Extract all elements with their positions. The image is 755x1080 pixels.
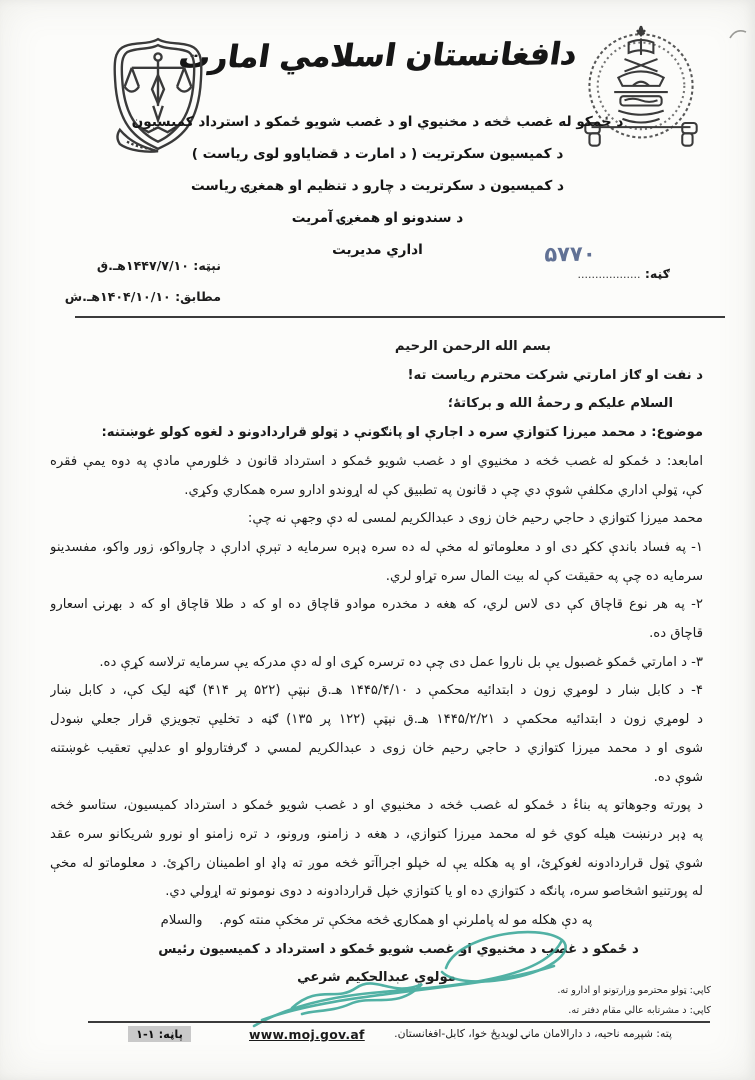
calligraphy-title-text: دافغانستان اسلامي امارت <box>175 36 580 76</box>
body-line: امابعد: د ځمکو له غصب څخه د مخنیوي او د غصب شویو ځمکو د استرداد قانون د څلورمې مادې په دوه یمې فقره <box>50 453 703 469</box>
number-label-row <box>470 266 670 281</box>
website-link[interactable]: www.moj.gov.af <box>249 1027 365 1042</box>
body-line: شوی او د محمد میرزا کتوازي د حاجي رحیم خان زوی د عبدالکریم لمسي د ګرفتارولو او عدلیې تعقیب غوښتنه <box>50 740 703 756</box>
body-line: شوي ټول قراردادونه لغوکړئ، او په هکله یې له خپلو اجراآتو څخه موږ ته ډاډ او اطمینان راکړئ. د معلوماتو له مخې <box>50 855 703 871</box>
date-block <box>46 250 221 312</box>
body-line-point-1: ۱- په فساد باندې ککړ دی او د معلوماتو له مخې له ده سره ډېره سرمایه د تېرې ادارې د چارواکو، زور واکو، مفسدینو <box>50 539 703 555</box>
body-line-point-2: ۲- په هر نوع قاچاق کې دی لاس لري، که هغه د مخدره موادو قاچاق ده او که د طلا قاچاق او که د بهرنۍ اسعارو <box>50 597 703 613</box>
body-line-point-4: ۴- د کابل ښار د لومړي زون د ابتدائیه محکمې د ۱۴۴۵/۴/۱۰ هـ.ق نېټې (۵۲۲ پر ۴۱۴) ګڼه لیک کې، د کابل ښار <box>50 683 703 699</box>
body-line: محمد میرزا کتوازي د حاجي رحیم خان زوی د عبدالکریم لمسی له دې وجهې نه چې: <box>247 511 703 527</box>
body-line: له پورتنیو اشخاصو سره، پانګه د کتوازي ده او یا کتوازي خپل قراردادونه د دوی نومونو ته اړولي دي. <box>165 884 703 900</box>
handwritten-letter-number: ۵۷۷۰ <box>544 241 596 267</box>
body-line: قاچاق ده. <box>649 626 703 642</box>
org-line-directorate: د کمیسیون د سکرتریت د چارو د تنظیم او همغږۍ ریاست <box>191 178 564 194</box>
page-number-badge: پاڼه: ۱-۱ <box>128 1026 191 1042</box>
footer-divider-line <box>88 1021 710 1023</box>
copy-line-ministries: کاپي: ټولو محترمو وزارتونو او ادارو ته. <box>557 985 711 996</box>
hijri-qamari-date: نېټه: ۱۴۴۷/۷/۱۰هـ.ق <box>96 258 221 273</box>
letter-number-block <box>470 242 670 281</box>
copy-distribution-lines <box>300 981 711 1021</box>
salutation-line: السلام علیکم و رحمةُ الله و برکاتهٔ؛ <box>447 396 673 412</box>
number-dotted-line: .................. <box>577 268 641 281</box>
body-line-request: د پورته وجوهاتو په بناءٔ د ځمکو له غصب څخه د مخنیوي او د غصب شویو ځمکو د استرداد کمیسیون، ستاسو څخه <box>50 798 703 814</box>
hijri-shamsi-date: مطابق: ۱۴۰۴/۱۰/۱۰هـ.ش <box>64 289 221 304</box>
org-line-commission: د ځمکو له غصب څخه د مخنیوي او د غصب شویو ځمکو د استرداد کمیسیون <box>131 114 624 130</box>
signatory-name: مولوي عبدالحکیم شرعي <box>297 970 456 986</box>
body-line: په ډېر درنښت هیله کوي څو له محمد میرزا کتوازي، د هغه د زامنو، ورونو، د تره زامنو او نورو شریکانو سره عقد <box>50 826 703 842</box>
letter-body <box>50 333 703 993</box>
signatory-title: د ځمکو د غصب د مخنیوي او غصب شویو ځمکو د استرداد د کمیسیون رئیس <box>158 941 639 957</box>
subject-line: موضوع: د محمد میرزا کتوازي سره د اجارې او پانګونې د ټولو قراردادونو د لغوه کولو غوښتنه: <box>101 425 703 441</box>
body-line: کې، ټولې اداري مکلفې شوې دي چې د قانون په تطبیق کې له اړوندو ادارو سره همکاري وکړي. <box>184 482 703 498</box>
org-line-admin: اداري مدیریت <box>332 242 423 258</box>
corner-pen-mark <box>728 26 748 42</box>
body-line: شوې ده. <box>653 769 703 785</box>
org-line-amiriat: د سندونو او همغږۍ آمریت <box>291 210 464 226</box>
office-address: پته: شپږمه ناحیه، د دارالامان مانۍ لویدیځ خوا، کابل-افغانستان. <box>394 1027 672 1040</box>
body-line: سرمایه ده چې په حقیقت کې له بیت المال سره تړاو لري. <box>385 568 703 584</box>
copy-line-leadership-office: کاپي: د مشرتابه عالي مقام دفتر ته. <box>568 1005 711 1016</box>
body-line-point-3: ۳- د امارتي ځمکو غصبول یې بل ناروا عمل دی چې ده ترسره کړی او له دې مدرکه یې سرمایه ترلاسه کړې ده. <box>99 654 703 670</box>
header-divider-line <box>75 316 725 318</box>
addressee-line: د نفت او ګاز امارتي شرکت محترم ریاست ته! <box>407 367 703 383</box>
org-line-secretariat: د کمیسیون سکرتریت ( د امارت د قضایاوو لوی ریاست ) <box>191 146 564 162</box>
closing-line: په دې هکله مو له پاملرنې او همکارۍ څخه مخکې تر مخکې منته کوم. والسلام <box>160 913 593 929</box>
body-line: د لومړي زون د ابتدائیه محکمې د ۱۴۴۵/۲/۲۱ هـ.ق نېټې (۱۲۲ پر ۱۳۵) ګڼه د تخلیې تجویزي قرار جعلي ښودل <box>50 712 703 728</box>
basmala: بسم الله الرحمن الرحیم <box>394 339 551 354</box>
number-label: ګڼه: <box>644 266 670 281</box>
